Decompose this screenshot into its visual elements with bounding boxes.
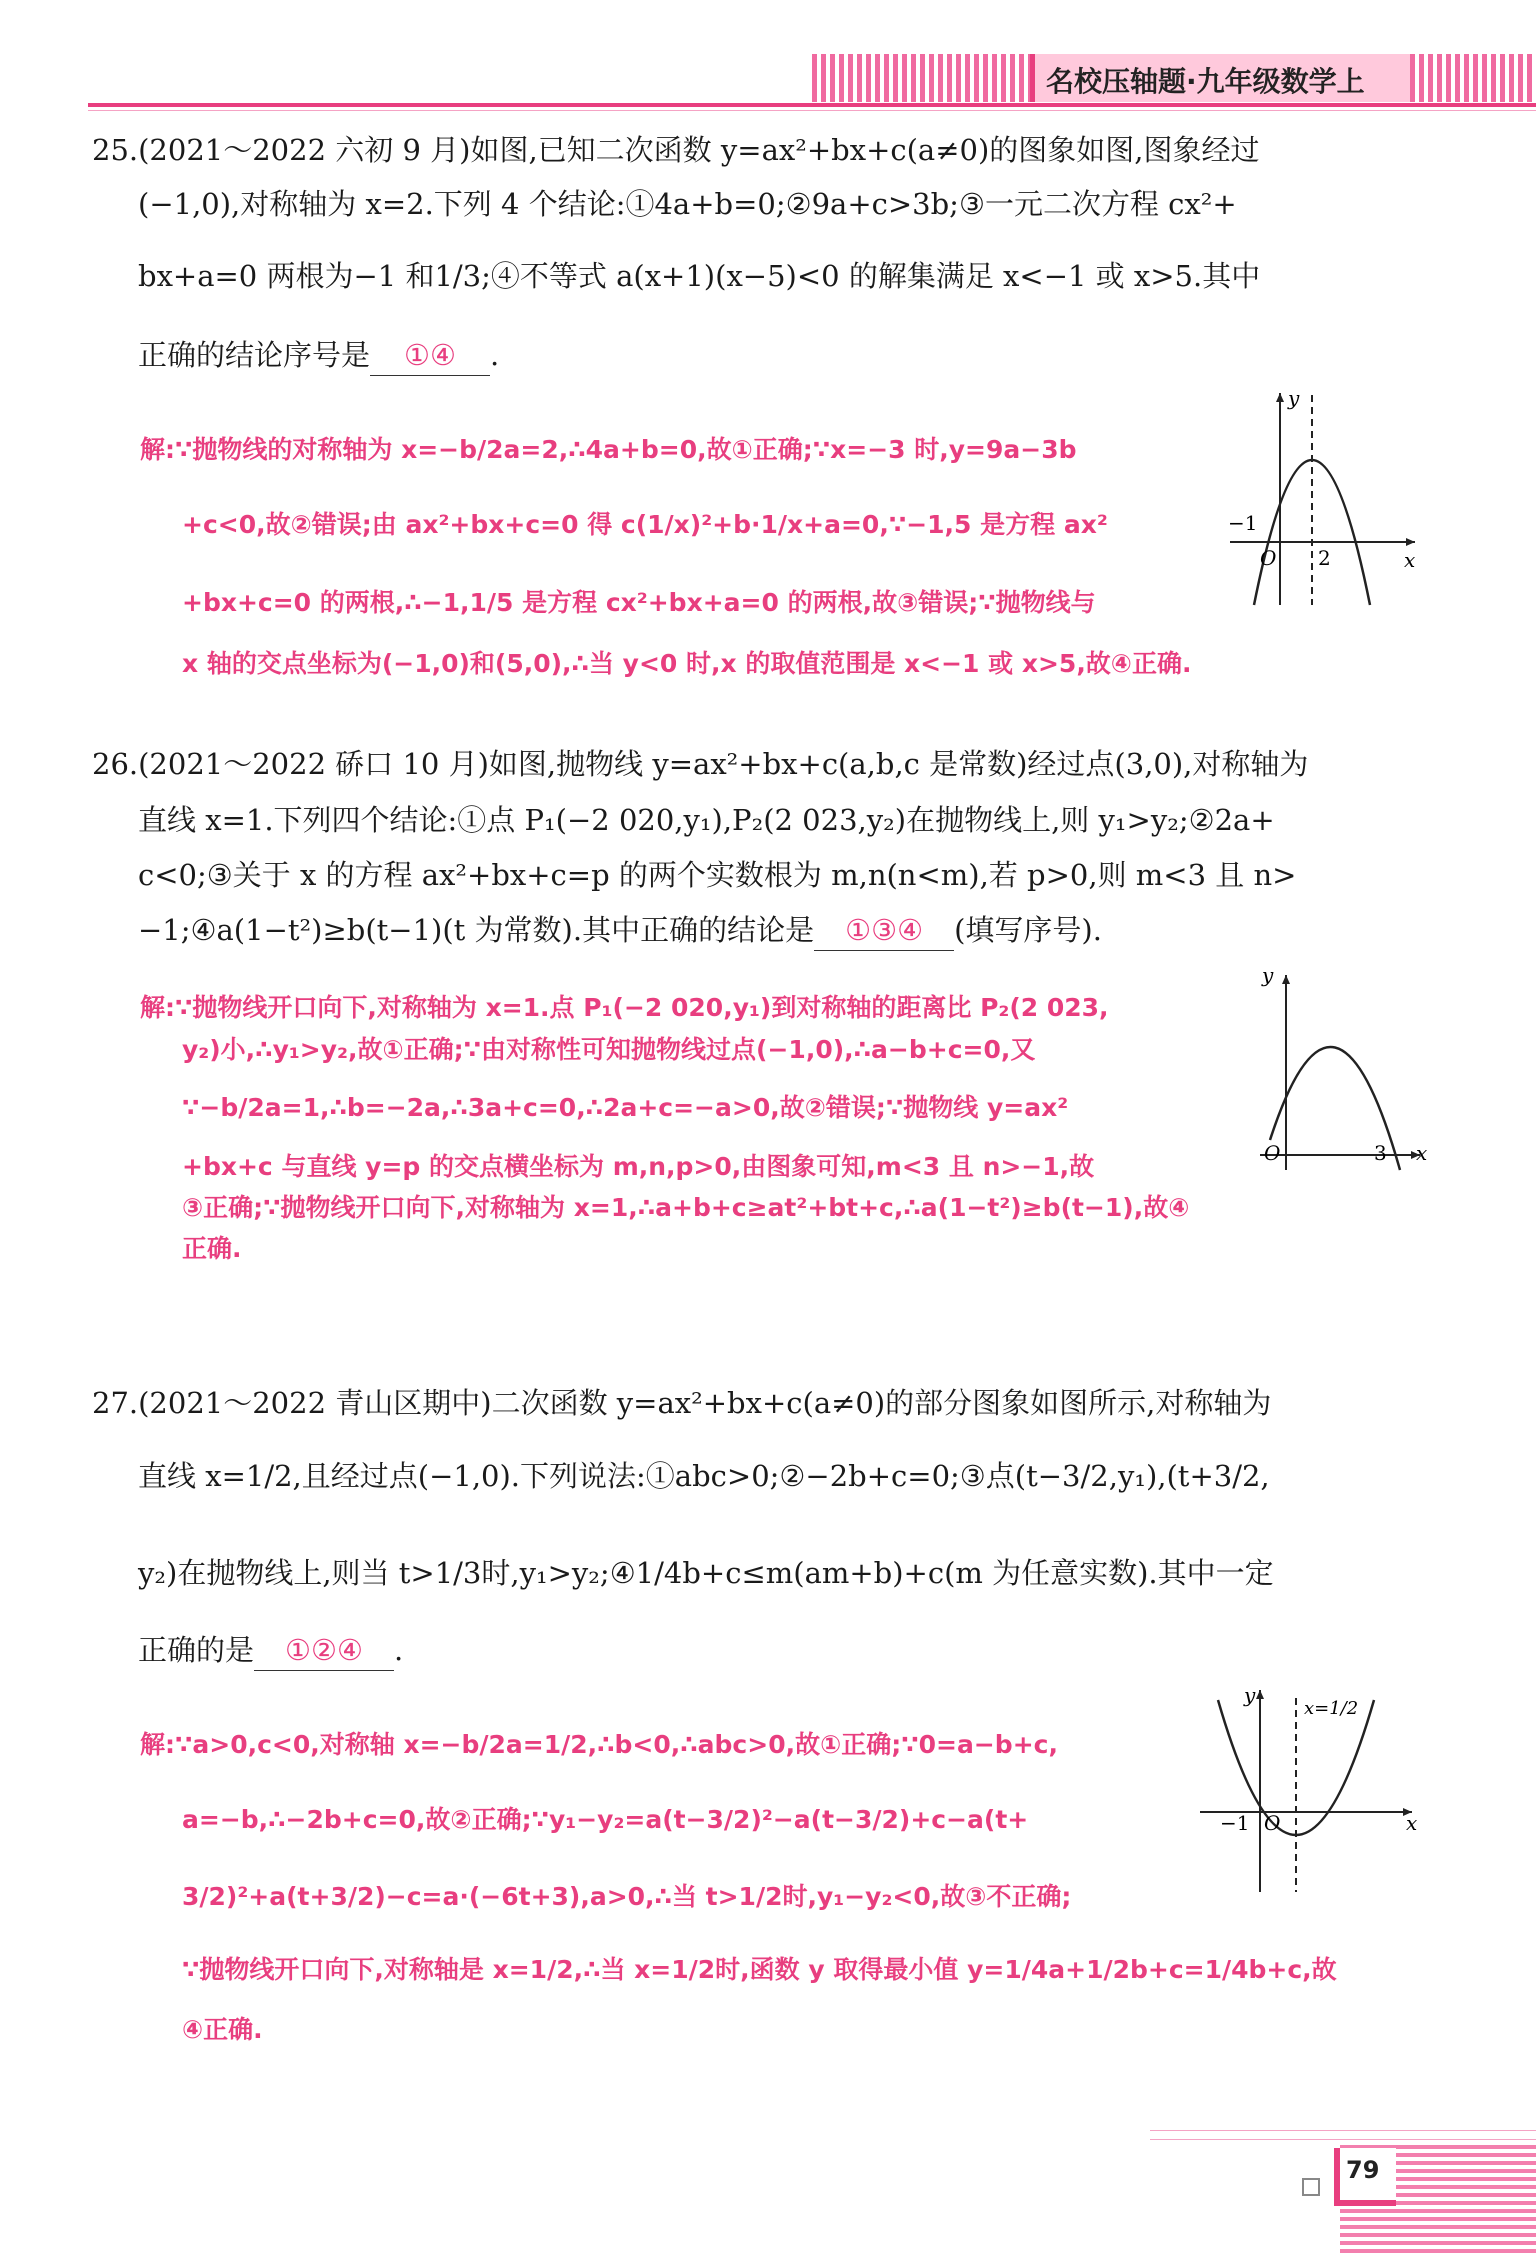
q26-graph-origin: O [1264,1141,1281,1165]
q26-solution-line1: 解:∵抛物线开口向下,对称轴为 x=1.点 P₁(−2 020,y₁)到对称轴的距离比 P₂(2 023, [140,993,1109,1022]
q25-graph-neg1: −1 [1228,511,1258,535]
q25-solution-line2: +c<0,故②错误;由 ax²+bx+c=0 得 c(1/x)²+b·1/x+a=0,∵−1,5 是方程 ax² [182,510,1108,539]
q25-line2: (−1,0),对称轴为 x=2.下列 4 个结论:①4a+b=0;②9a+c>3b;③一元二次方程 cx²+ [138,187,1237,221]
footer-square-icon [1302,2178,1320,2196]
q26-line4 [138,912,1102,951]
q26-graph-y-label: y [1262,963,1274,987]
q26-graph [1250,960,1430,1180]
q27-line1: 27.(2021～2022 青山区期中)二次函数 y=ax²+bx+c(a≠0)的部分图象如图所示,对称轴为 [92,1386,1272,1420]
q27-graph [1200,1680,1420,1895]
q26-solution-line2: y₂)小,∴y₁>y₂,故①正确;∵由对称性可知抛物线过点(−1,0),∴a−b+c=0,又 [182,1035,1036,1064]
q27-graph-x-label: x [1406,1811,1418,1835]
q25-prompt: 正确的结论序号是 [138,338,371,372]
q26-suffix: (填写序号). [954,913,1102,947]
q25-period: . [490,338,500,372]
header-rule-thin [88,110,1536,111]
q27-answer-blank: ①②④ [254,1632,394,1671]
q27-solution-line3: 3/2)²+a(t+3/2)−c=a·(−6t+3),a>0,∴当 t>1/2时,y₁−y₂<0,故③不正确; [182,1882,1072,1911]
q25-graph-x-label: x [1404,548,1416,572]
q27-graph-neg1: −1 [1220,1811,1250,1835]
page-number: 79 [1346,2156,1380,2184]
q25-line4 [138,337,499,376]
q27-graph-y-label: y [1244,1683,1256,1707]
q25-solution-line3: +bx+c=0 的两根,∴−1,1/5 是方程 cx²+bx+a=0 的两根,故③错误;∵抛物线与 [182,588,1096,617]
q26-line2: 直线 x=1.下列四个结论:①点 P₁(−2 020,y₁),P₂(2 023,y₂)在抛物线上,则 y₁>y₂;②2a+ [138,803,1275,837]
q27-line2: 直线 x=1/2,且经过点(−1,0).下列说法:①abc>0;②−2b+c=0;③点(t−3/2,y₁),(t+3/2, [138,1459,1270,1493]
q27-line4 [138,1632,403,1671]
header-stripes [812,54,1036,102]
q26-solution-line4: +bx+c 与直线 y=p 的交点横坐标为 m,n,p>0,由图象可知,m<3 且 n>−1,故 [182,1152,1095,1181]
footer-rule [1150,2130,1536,2140]
q27-line3: y₂)在抛物线上,则当 t>1/3时,y₁>y₂;④1/4b+c≤m(am+b)+c(m 为任意实数).其中一定 [138,1556,1274,1590]
q27-solution-line4: ∵抛物线开口向下,对称轴是 x=1/2,∴当 x=1/2时,函数 y 取得最小值 y=1/4a+1/2b+c=1/4b+c,故 [182,1955,1337,1984]
q26-answer-blank: ①③④ [814,912,954,951]
q26-solution-line6: 正确. [182,1234,242,1263]
q25-solution-line1: 解:∵抛物线的对称轴为 x=−b/2a=2,∴4a+b=0,故①正确;∵x=−3 时,y=9a−3b [140,435,1077,464]
header-rule [88,103,1536,107]
q26-line1: 26.(2021～2022 硚口 10 月)如图,抛物线 y=ax²+bx+c(a,b,c 是常数)经过点(3,0),对称轴为 [92,747,1309,781]
header-title: 名校压轴题·九年级数学上 [1046,65,1365,98]
q25-line3: bx+a=0 两根为−1 和1/3;④不等式 a(x+1)(x−5)<0 的解集满足 x<−1 或 x>5.其中 [138,259,1261,293]
q26-solution-line3: ∵−b/2a=1,∴b=−2a,∴3a+c=0,∴2a+c=−a>0,故②错误;∵抛物线 y=ax² [182,1093,1069,1122]
q25-line1: 25.(2021～2022 六初 9 月)如图,已知二次函数 y=ax²+bx+c(a≠0)的图象如图,图象经过 [92,133,1260,167]
q27-solution-line2: a=−b,∴−2b+c=0,故②正确;∵y₁−y₂=a(t−3/2)²−a(t−3/2)+c−a(t+ [182,1805,1029,1834]
q26-prompt: −1;④a(1−t²)≥b(t−1)(t 为常数).其中正确的结论是 [138,913,815,947]
q25-graph [1220,385,1420,610]
q25-graph-origin: O [1260,546,1277,570]
q27-solution-line5: ④正确. [182,2015,263,2044]
q27-prompt: 正确的是 [138,1633,255,1667]
q27-period: . [394,1633,404,1667]
q27-solution-line1: 解:∵a>0,c<0,对称轴 x=−b/2a=1/2,∴b<0,∴abc>0,故①正确;∵0=a−b+c, [140,1730,1058,1759]
header-tail-stripes [1410,54,1536,102]
q26-solution-line5: ③正确;∵抛物线开口向下,对称轴为 x=1,∴a+b+c≥at²+bt+c,∴a(1−t²)≥b(t−1),故④ [182,1193,1190,1222]
q27-graph-axis-label: x=1/2 [1304,1698,1359,1719]
q25-graph-y-label: y [1288,386,1300,410]
q26-graph-three: 3 [1374,1141,1387,1165]
q26-graph-x-label: x [1416,1141,1428,1165]
q25-solution-line4: x 轴的交点坐标为(−1,0)和(5,0),∴当 y<0 时,x 的取值范围是 x<−1 或 x>5,故④正确. [182,649,1192,678]
q25-answer-blank: ①④ [370,337,490,376]
q26-line3: c<0;③关于 x 的方程 ax²+bx+c=p 的两个实数根为 m,n(n<m),若 p>0,则 m<3 且 n> [138,858,1297,892]
q25-graph-two: 2 [1318,546,1331,570]
q27-graph-origin: O [1264,1811,1281,1835]
